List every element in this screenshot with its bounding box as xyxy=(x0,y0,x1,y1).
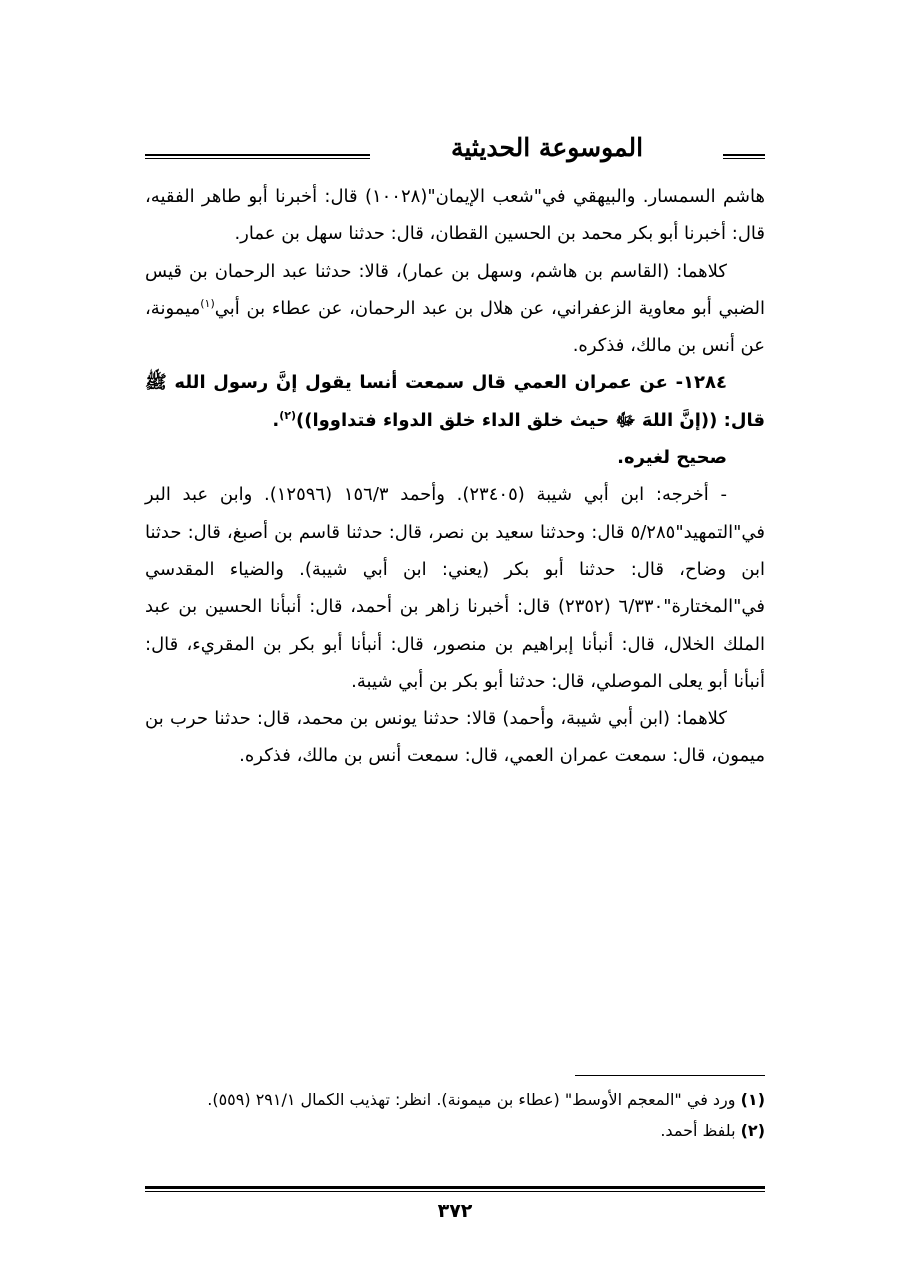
hadith-text-main: ١٢٨٤- عن عمران العمي قال سمعت أنسا يقول إنَّ رسول الله ﷺ قال: ((إنَّ اللهَ ﷻ حيث خلق الداء خلق الدواء فتداووا)) xyxy=(145,372,765,431)
running-header xyxy=(145,133,765,169)
grading: صحيح لغيره. xyxy=(617,447,727,469)
footnote-ref-1: (١) xyxy=(200,296,215,310)
footnote-1-text: ورد في "المعجم الأوسط" (عطاء بن ميمونة). انظر: تهذيب الكمال ٢٩١/١ (٥٥٩). xyxy=(207,1090,736,1109)
paragraph-conclusion: كلاهما: (ابن أبي شيبة، وأحمد) قالا: حدثنا يونس بن محمد، قال: حدثنا حرب بن ميمون، قال: سمعت عمران العمي، قال: سمعت أنس بن مالك، فذكره. xyxy=(145,708,765,767)
header-title: الموسوعة الحديثية xyxy=(450,133,644,162)
paragraph-isnad xyxy=(145,253,765,365)
paragraph-continuation: هاشم السمسار. والبيهقي في"شعب الإيمان"(١٠٠٢٨) قال: أخبرنا أبو طاهر الفقيه، قال: أخبرنا أبو بكر محمد بن الحسين القطان، قال: حدثنا سهل بن عمار. xyxy=(145,186,765,245)
paragraph-takhrij: - أخرجه: ابن أبي شيبة (٢٣٤٠٥). وأحمد ١٥٦/٣ (١٢٥٩٦). وابن عبد البر في"التمهيد"٥/٢٨٥ قال: وحدثنا سعيد بن نصر، قال: حدثنا قاسم بن أصبغ، قال: حدثنا ابن وضاح، قال: حدثنا أبو بكر (يعني: ابن أبي شيبة). والضياء المقدسي في"المختارة"٦/٣٣٠ (٢٣٥٢) قال: أخبرنا زاهر بن أحمد، قال: أنبأنا الحسين بن عبد الملك الخلال، قال: أنبأنا إبراهيم بن منصور، قال: أنبأنا أبو بكر بن المقريء، قال: أنبأنا أبو يعلى الموصلي، قال: حدثنا أبو بكر بن أبي شيبة. xyxy=(145,484,765,692)
footnote-2-number: (٢) xyxy=(740,1121,765,1140)
footer-rule xyxy=(145,1186,765,1192)
footnote-separator xyxy=(575,1075,765,1076)
header-rule-left xyxy=(145,154,370,159)
hadith-text-end: . xyxy=(272,409,280,431)
main-text xyxy=(145,178,765,775)
footnotes xyxy=(145,1084,765,1146)
page-number: ٣٧٢ xyxy=(437,1200,473,1222)
footnote-2 xyxy=(145,1115,765,1146)
footnote-1 xyxy=(145,1084,765,1115)
header-rule-right xyxy=(723,154,765,159)
paragraph-isnad-text-end: ميمونة، عن أنس بن مالك، فذكره. xyxy=(145,297,765,357)
footnote-ref-2: (٢) xyxy=(279,408,296,422)
hadith-text xyxy=(145,364,765,439)
footnote-2-text: بلفظ أحمد. xyxy=(660,1121,736,1140)
paragraph-isnad-text: كلاهما: (القاسم بن هاشم، وسهل بن عمار)، قالا: حدثنا عبد الرحمان بن قيس الضبي أبو معاوية الزعفراني، عن هلال بن عبد الرحمان، عن عطاء بن أبي xyxy=(145,260,765,319)
footnote-1-number: (١) xyxy=(740,1090,765,1109)
